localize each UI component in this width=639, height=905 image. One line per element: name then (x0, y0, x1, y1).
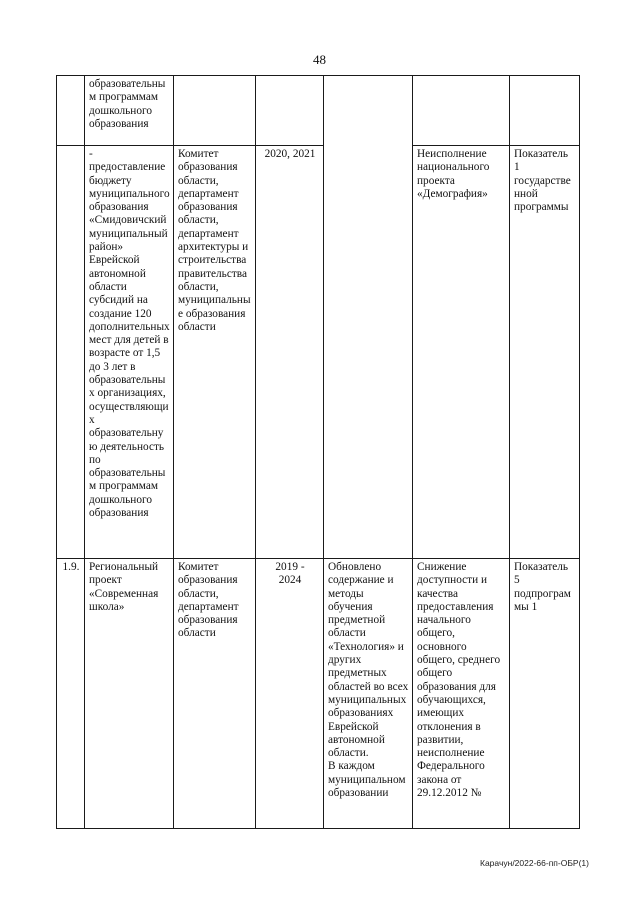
page-number: 48 (313, 52, 326, 67)
cell-measure: образовательны м программам дошкольного образования (85, 76, 174, 146)
cell-measure: - предоставление бюджету муниципального образования «Смидовичский муниципальный район» Еврейской автономной области субсидий на создание 120 дополнительных мест для детей в возрасте от 1,5 до 3 лет в образовательны х организациях, осуществляющи х образовательну ю деятельность по образовательны м программам дошкольного образования (85, 146, 174, 559)
table-row (57, 76, 580, 146)
table-row (57, 146, 580, 559)
cell-period (256, 76, 324, 146)
cell-result (324, 76, 413, 559)
cell-period: 2019 - 2024 (256, 559, 324, 829)
footer-stamp: Карачун/2022-66-пп-ОБР(1) (480, 858, 589, 868)
cell-result: Обновлено содержание и методы обучения предметной области «Технология» и других предметных областей во всех муниципальных образованиях Еврейской автономной области. В каждом муниципальном образовании (324, 559, 413, 829)
cell-measure: Региональный проект «Современная школа» (85, 559, 174, 829)
cell-responsible: Комитет образования области, департамент образования области (174, 559, 256, 829)
measures-table (56, 75, 580, 829)
cell-consequence: Неисполнение национального проекта «Демография» (413, 146, 510, 559)
cell-period: 2020, 2021 (256, 146, 324, 559)
cell-consequence: Снижение доступности и качества предоставления начального общего, основного общего, среднего общего образования для обучающихся, имеющих отклонения в развитии, неисполнение Федерального закона от 29.12.2012 № (413, 559, 510, 829)
cell-indicator: Показатель 5 подпрограм мы 1 (510, 559, 580, 829)
cell-num (57, 146, 85, 559)
table-row (57, 559, 580, 829)
cell-num (57, 76, 85, 146)
cell-indicator: Показатель 1 государстве нной программы (510, 146, 580, 559)
cell-consequence (413, 76, 510, 146)
cell-indicator (510, 76, 580, 146)
cell-responsible: Комитет образования области, департамент образования области, департамент архитектуры и строительства правительства области, муниципальны е образования области (174, 146, 256, 559)
cell-num: 1.9. (57, 559, 85, 829)
cell-responsible (174, 76, 256, 146)
